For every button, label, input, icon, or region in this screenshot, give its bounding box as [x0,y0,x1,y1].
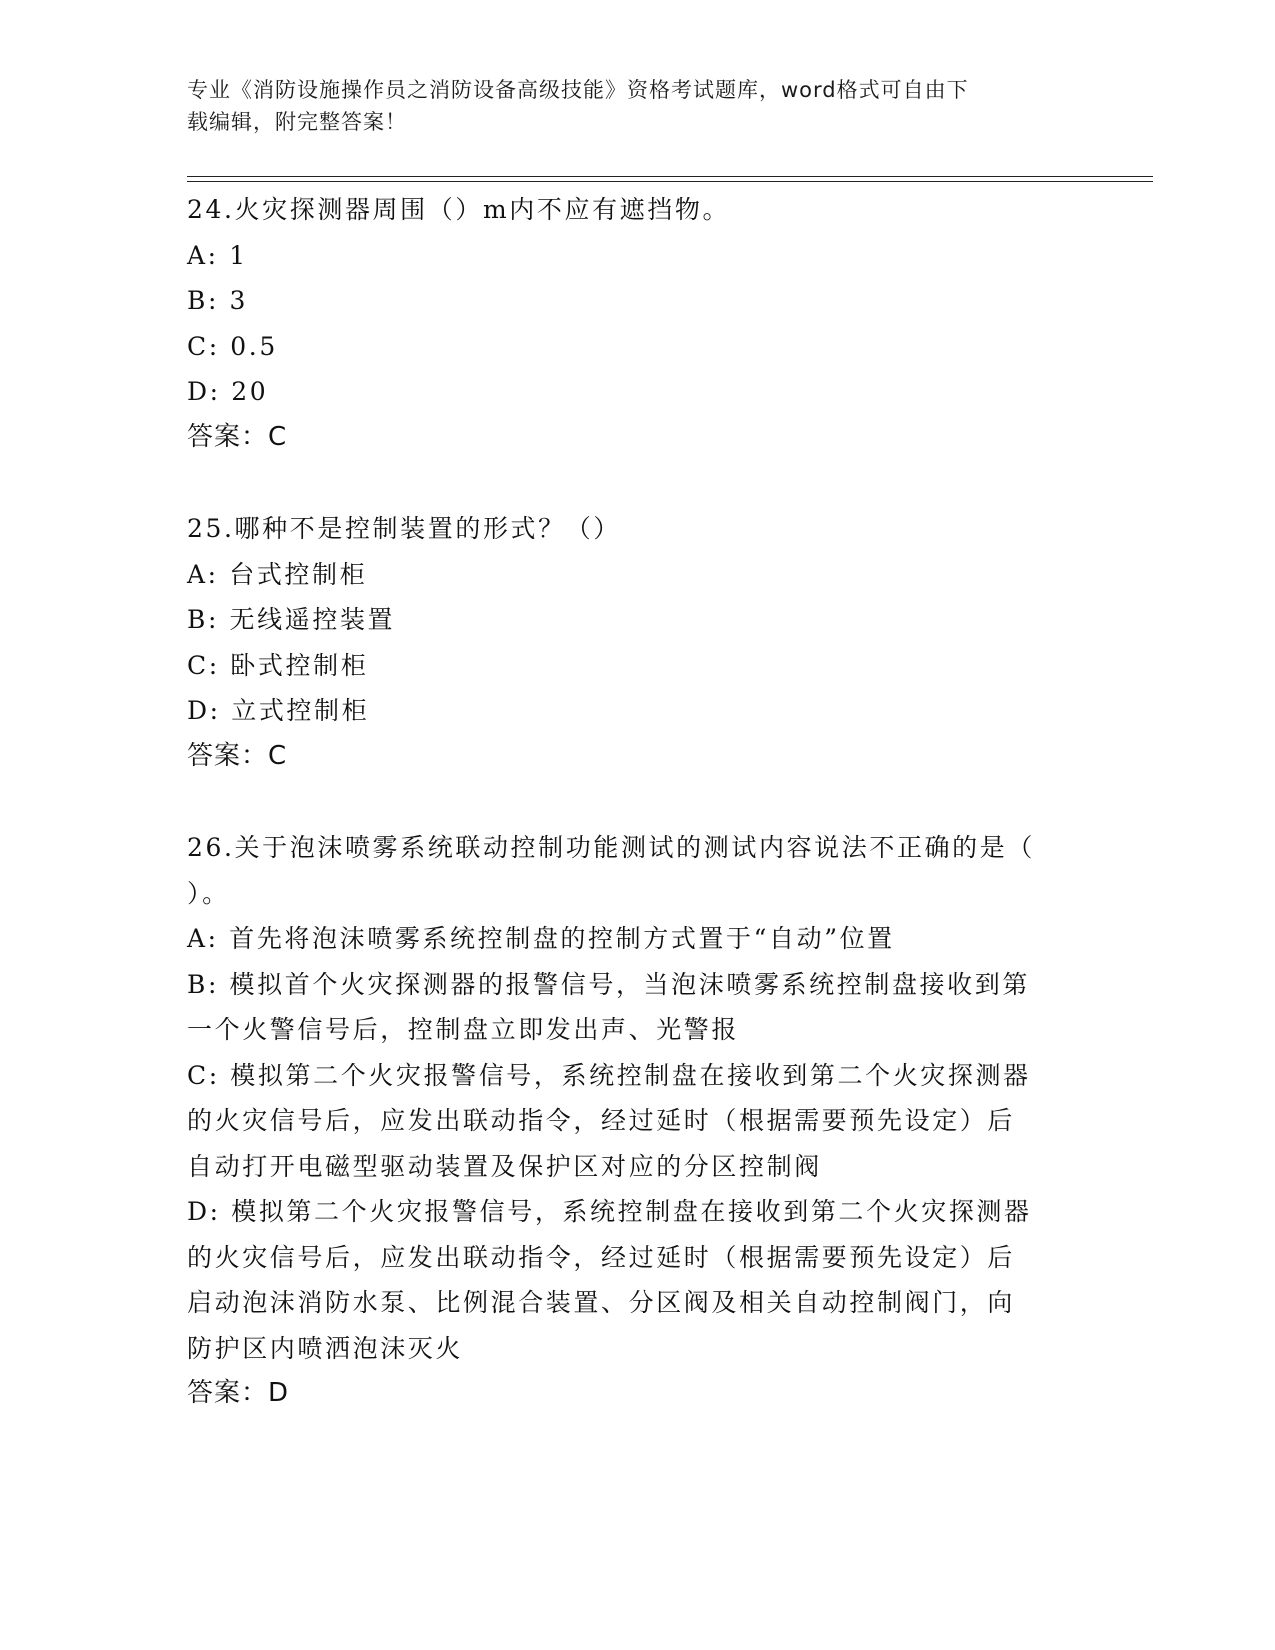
option-b-line-1: B: 模拟首个火灾探测器的报警信号，当泡沫喷雾系统控制盘接收到第 [187,969,1030,999]
option-b: B: 3 [187,286,249,315]
option-b: B: 无线遥控装置 [187,605,396,634]
question-24 [187,187,1087,460]
option-c-line-3: 自动打开电磁型驱动装置及保护区对应的分区控制阀 [187,1151,822,1181]
option-b-line-2: 一个火警信号后，控制盘立即发出声、光警报 [187,1015,740,1044]
answer-label: 答案：D [187,1378,290,1408]
option-d-line-2: 的火灾信号后，应发出联动指令，经过延时（根据需要预先设定）后 [187,1242,1016,1272]
spacer [187,460,1087,506]
option-a: A: 首先将泡沫喷雾系统控制盘的控制方式置于“自动”位置 [187,924,895,953]
header-divider-bottom [187,181,1153,182]
option-d: D: 立式控制柜 [187,696,370,725]
question-stem: 24.火灾探测器周围（）m内不应有遮挡物。 [187,195,731,224]
option-c-line-1: C: 模拟第二个火灾报警信号，系统控制盘在接收到第二个火灾探测器 [187,1060,1031,1090]
option-d-line-4: 防护区内喷洒泡沫灭火 [187,1333,464,1363]
option-d-line-3: 启动泡沫消防水泵、比例混合装置、分区阀及相关自动控制阀门，向 [187,1288,1016,1317]
question-26 [187,825,1087,1417]
question-stem-line-2: ）。 [187,878,230,908]
option-a: A: 1 [187,240,248,270]
question-stem-line-1: 26.关于泡沫喷雾系统联动控制功能测试的测试内容说法不正确的是（ [187,833,1035,862]
spacer [187,779,1087,825]
option-d: D: 20 [187,377,269,406]
option-a: A: 台式控制柜 [187,559,368,589]
option-c: C: 卧式控制柜 [187,650,369,680]
option-d-line-1: D: 模拟第二个火灾报警信号，系统控制盘在接收到第二个火灾探测器 [187,1197,1032,1226]
document-header [187,74,1067,138]
header-divider-top [187,176,1153,177]
question-stem: 25.哪种不是控制装置的形式？（） [187,514,621,543]
option-c: C: 0.5 [187,331,278,361]
answer-label: 答案：C [187,740,288,771]
header-line-1: 专业《消防设施操作员之消防设备高级技能》资格考试题库，word格式可自由下 [187,78,969,102]
question-25 [187,506,1087,779]
header-line-2: 载编辑，附完整答案！ [187,110,407,134]
answer-label: 答案：C [187,421,288,452]
option-c-line-2: 的火灾信号后，应发出联动指令，经过延时（根据需要预先设定）后 [187,1106,1016,1135]
question-list [187,187,1087,1417]
